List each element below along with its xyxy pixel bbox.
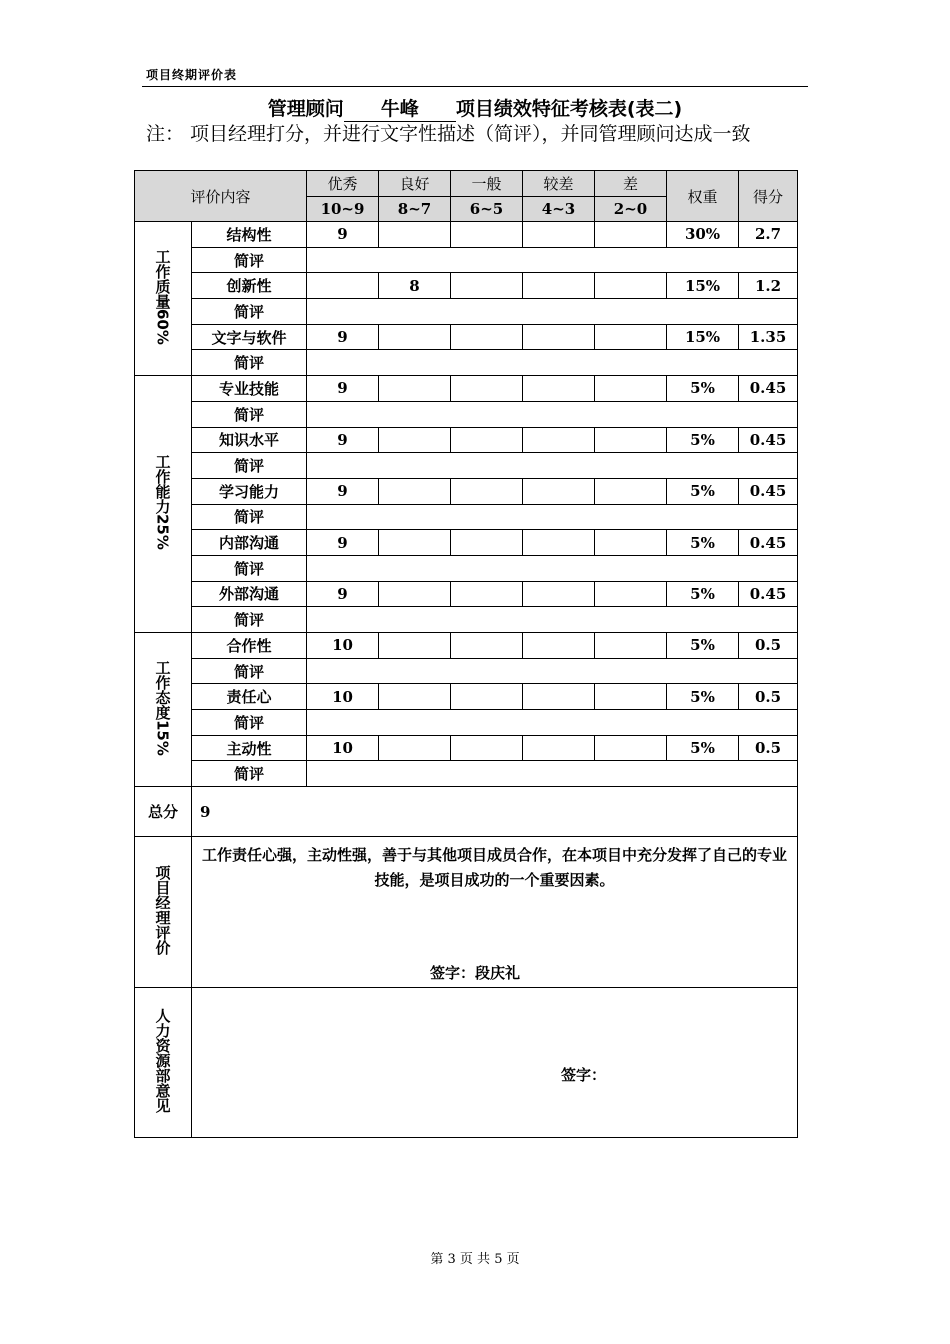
item-name: 知识水平 <box>192 427 307 453</box>
excellent-score: 9 <box>307 376 379 402</box>
bad-score <box>595 684 667 710</box>
hr-signature: 签字： <box>561 1066 607 1085</box>
comment-row <box>135 453 798 479</box>
weight-value: 5% <box>667 684 739 710</box>
comment-field <box>307 247 798 273</box>
pm-evaluation-text: 工作责任心强，主动性强，善于与其他项目成员合作，在本项目中充分发挥了自己的专业技能，是项目成功的一个重要因素。 <box>202 846 788 890</box>
item-row <box>135 324 798 350</box>
group-label-text: 工作能力25% <box>153 454 172 551</box>
comment-label: 简评 <box>192 401 307 427</box>
comment-field <box>307 555 798 581</box>
poor-score <box>523 735 595 761</box>
group-label-text: 工作态度15% <box>153 659 172 756</box>
comment-field <box>307 504 798 530</box>
bad-score <box>595 530 667 556</box>
comment-row <box>135 710 798 736</box>
average-score <box>451 684 523 710</box>
average-score <box>451 273 523 299</box>
pm-evaluation-label-text: 项目经理评价 <box>153 865 172 956</box>
item-row <box>135 633 798 659</box>
grade-range: 8~7 <box>379 197 451 222</box>
average-score <box>451 581 523 607</box>
excellent-score: 10 <box>307 735 379 761</box>
bad-score <box>595 273 667 299</box>
page-footer: 第 3 页 共 5 页 <box>430 1252 520 1267</box>
comment-row <box>135 401 798 427</box>
excellent-score: 9 <box>307 427 379 453</box>
poor-score <box>523 376 595 402</box>
hr-opinion-label-text: 人力资源部意见 <box>153 1008 172 1114</box>
poor-score <box>523 273 595 299</box>
group-label-text: 工作质量60% <box>153 248 172 345</box>
poor-score <box>523 633 595 659</box>
poor-score <box>523 324 595 350</box>
average-score <box>451 427 523 453</box>
grade-label: 差 <box>595 171 667 197</box>
comment-label: 简评 <box>192 247 307 273</box>
item-name: 创新性 <box>192 273 307 299</box>
poor-score <box>523 222 595 248</box>
document-header: 项目终期评价表 <box>146 68 238 82</box>
comment-row <box>135 299 798 325</box>
item-row <box>135 684 798 710</box>
comment-field <box>307 350 798 376</box>
col-header-weight: 权重 <box>667 171 739 222</box>
evaluation-table <box>134 170 798 1138</box>
average-score <box>451 633 523 659</box>
grade-range: 2~0 <box>595 197 667 222</box>
bad-score <box>595 633 667 659</box>
weight-value: 5% <box>667 376 739 402</box>
comment-row <box>135 350 798 376</box>
comment-field <box>307 401 798 427</box>
average-score <box>451 376 523 402</box>
score-value: 0.45 <box>739 478 798 504</box>
average-score <box>451 324 523 350</box>
comment-row <box>135 555 798 581</box>
total-value: 9 <box>192 787 798 837</box>
item-name: 责任心 <box>192 684 307 710</box>
comment-field <box>307 658 798 684</box>
bad-score <box>595 324 667 350</box>
excellent-score: 9 <box>307 581 379 607</box>
group-label <box>135 376 192 633</box>
average-score <box>451 478 523 504</box>
grade-range: 10~9 <box>307 197 379 222</box>
comment-field <box>307 710 798 736</box>
excellent-score: 10 <box>307 633 379 659</box>
score-value: 0.45 <box>739 530 798 556</box>
item-name: 内部沟通 <box>192 530 307 556</box>
comment-label: 简评 <box>192 761 307 787</box>
grade-label: 良好 <box>379 171 451 197</box>
weight-value: 15% <box>667 324 739 350</box>
score-value: 0.45 <box>739 427 798 453</box>
score-value: 2.7 <box>739 222 798 248</box>
header-divider <box>142 86 808 87</box>
comment-label: 简评 <box>192 658 307 684</box>
item-name: 学习能力 <box>192 478 307 504</box>
hr-opinion-cell <box>192 988 798 1138</box>
score-value: 1.35 <box>739 324 798 350</box>
item-row <box>135 530 798 556</box>
score-value: 0.45 <box>739 376 798 402</box>
comment-field <box>307 299 798 325</box>
excellent-score: 9 <box>307 222 379 248</box>
bad-score <box>595 581 667 607</box>
item-row <box>135 735 798 761</box>
comment-label: 简评 <box>192 607 307 633</box>
weight-value: 5% <box>667 427 739 453</box>
weight-value: 30% <box>667 222 739 248</box>
item-row <box>135 478 798 504</box>
comment-row <box>135 761 798 787</box>
comment-label: 简评 <box>192 555 307 581</box>
score-value: 0.45 <box>739 581 798 607</box>
item-name: 结构性 <box>192 222 307 248</box>
good-score <box>379 222 451 248</box>
good-score <box>379 376 451 402</box>
good-score <box>379 324 451 350</box>
consultant-name: 牛峰 <box>344 94 456 122</box>
item-row <box>135 581 798 607</box>
good-score <box>379 530 451 556</box>
poor-score <box>523 530 595 556</box>
bad-score <box>595 427 667 453</box>
title-prefix: 管理顾问 <box>267 98 344 120</box>
weight-value: 15% <box>667 273 739 299</box>
col-header-score: 得分 <box>739 171 798 222</box>
good-score <box>379 427 451 453</box>
page-title <box>0 94 950 122</box>
comment-label: 简评 <box>192 504 307 530</box>
col-header-content: 评价内容 <box>135 171 307 222</box>
score-value: 0.5 <box>739 735 798 761</box>
score-value: 1.2 <box>739 273 798 299</box>
item-row <box>135 222 798 248</box>
grade-label: 较差 <box>523 171 595 197</box>
score-value: 0.5 <box>739 633 798 659</box>
bad-score <box>595 222 667 248</box>
total-label: 总分 <box>135 787 192 837</box>
excellent-score <box>307 273 379 299</box>
bad-score <box>595 735 667 761</box>
bad-score <box>595 478 667 504</box>
item-row <box>135 376 798 402</box>
comment-row <box>135 247 798 273</box>
weight-value: 5% <box>667 478 739 504</box>
instruction-note: 注： 项目经理打分，并进行文字性描述（简评），并同管理顾问达成一致 <box>146 123 751 145</box>
bad-score <box>595 376 667 402</box>
grade-label: 一般 <box>451 171 523 197</box>
average-score <box>451 735 523 761</box>
weight-value: 5% <box>667 581 739 607</box>
item-row <box>135 273 798 299</box>
comment-row <box>135 504 798 530</box>
score-value: 0.5 <box>739 684 798 710</box>
good-score <box>379 735 451 761</box>
group-label <box>135 633 192 787</box>
good-score: 8 <box>379 273 451 299</box>
pm-evaluation-label <box>135 837 192 988</box>
average-score <box>451 530 523 556</box>
poor-score <box>523 478 595 504</box>
good-score <box>379 684 451 710</box>
grade-label: 优秀 <box>307 171 379 197</box>
grade-range: 6~5 <box>451 197 523 222</box>
weight-value: 5% <box>667 735 739 761</box>
hr-opinion-label <box>135 988 192 1138</box>
good-score <box>379 633 451 659</box>
comment-row <box>135 607 798 633</box>
group-label <box>135 222 192 376</box>
item-name: 专业技能 <box>192 376 307 402</box>
excellent-score: 9 <box>307 478 379 504</box>
comment-label: 简评 <box>192 350 307 376</box>
excellent-score: 10 <box>307 684 379 710</box>
good-score <box>379 581 451 607</box>
item-name: 文字与软件 <box>192 324 307 350</box>
poor-score <box>523 684 595 710</box>
pm-signature: 签字：段庆礼 <box>430 964 521 983</box>
grade-range: 4~3 <box>523 197 595 222</box>
comment-row <box>135 658 798 684</box>
comment-label: 简评 <box>192 710 307 736</box>
good-score <box>379 478 451 504</box>
comment-field <box>307 761 798 787</box>
poor-score <box>523 427 595 453</box>
average-score <box>451 222 523 248</box>
excellent-score: 9 <box>307 324 379 350</box>
weight-value: 5% <box>667 633 739 659</box>
pm-evaluation-cell <box>192 837 798 988</box>
comment-field <box>307 453 798 479</box>
item-name: 合作性 <box>192 633 307 659</box>
title-suffix: 项目绩效特征考核表(表二) <box>455 98 683 120</box>
weight-value: 5% <box>667 530 739 556</box>
item-name: 外部沟通 <box>192 581 307 607</box>
item-name: 主动性 <box>192 735 307 761</box>
item-row <box>135 427 798 453</box>
comment-label: 简评 <box>192 453 307 479</box>
excellent-score: 9 <box>307 530 379 556</box>
comment-field <box>307 607 798 633</box>
comment-label: 简评 <box>192 299 307 325</box>
poor-score <box>523 581 595 607</box>
